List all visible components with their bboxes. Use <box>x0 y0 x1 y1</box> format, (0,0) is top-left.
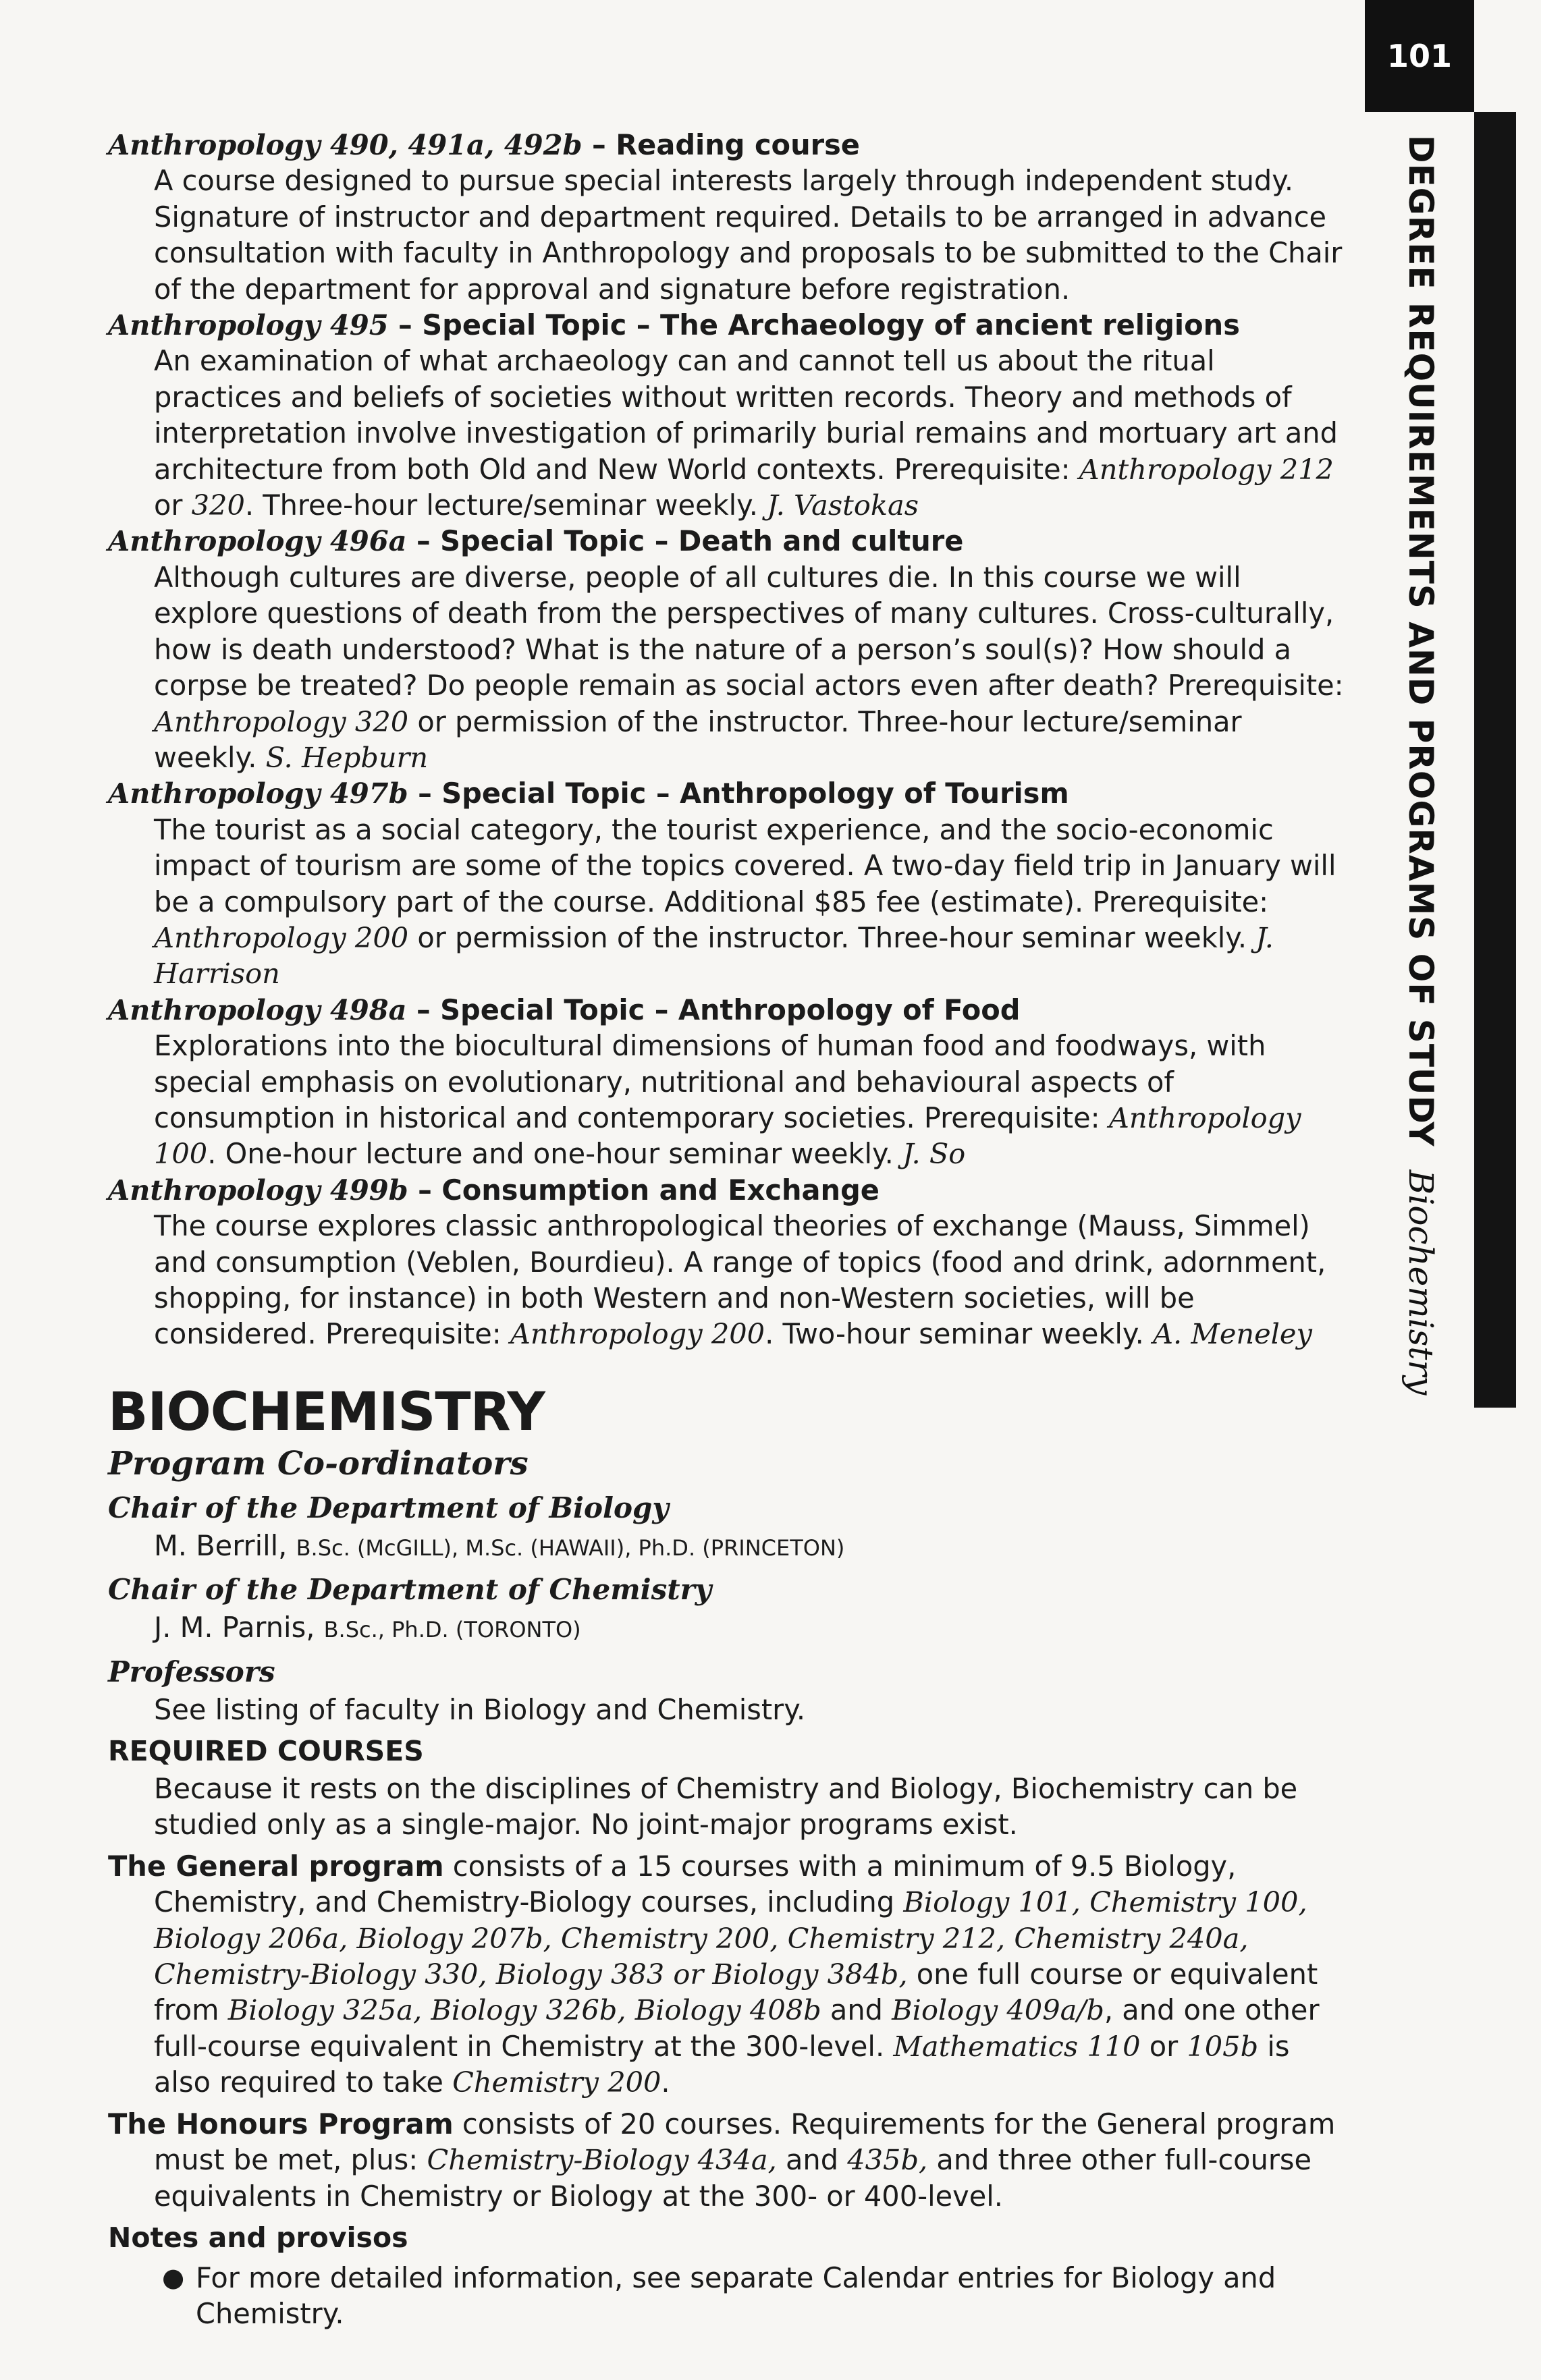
list-item <box>108 2260 1350 2332</box>
prerequisite: Anthropology 200 <box>154 920 409 954</box>
course-code: Anthropology 497b <box>108 777 408 810</box>
course-description: An examination of what archaeology can and cannot tell us about the ritual practices and beliefs of societies without written records. Theory and methods of interpretation involve investigation of primarily burial remains and mortuary art and architecture from both Old and New World contexts. Prerequisite: Anthropology 212 or 320. Three-hour lecture/seminar weekly. J. Vastokas <box>154 344 1338 522</box>
section-side-label <box>1401 135 1440 1395</box>
coordinators-heading: Program Co-ordinators <box>108 1444 529 1483</box>
prerequisite: Anthropology 320 <box>154 704 409 738</box>
instructor: J. So <box>902 1137 966 1171</box>
section-heading: BIOCHEMISTRY <box>108 1381 545 1443</box>
chair-name: J. M. Parnis, <box>154 1611 324 1644</box>
prerequisite: Anthropology 200 <box>510 1317 765 1351</box>
note-text: For more detailed information, see separate Calendar entries for Biology and Chemistry. <box>196 2261 1276 2331</box>
required-courses-heading: REQUIRED COURSES <box>108 1735 424 1768</box>
course-description: Although cultures are diverse, people of all cultures die. In this course we will explore questions of death from the perspectives of many cultures. Cross-culturally, how is death understood? What is the nature of a person’s soul(s)? How should a corpse be treated? Do people remain as social actors even after death? Prerequisite: Anthropology 320 or permission of the instructor. Three-hour lecture/seminar weekly. S. Hepburn <box>154 560 1344 774</box>
chemistry-chair-heading: Chair of the Department of Chemistry <box>108 1573 712 1607</box>
instructor: J. Vastokas <box>767 489 919 522</box>
instructor: S. Hepburn <box>265 740 429 774</box>
course-title: Consumption and Exchange <box>441 1173 880 1207</box>
notes-heading: Notes and provisos <box>108 2221 408 2254</box>
chemistry-chair <box>108 1609 1350 1648</box>
course-code: Anthropology 498a <box>108 993 407 1026</box>
professors-text: See listing of faculty in Biology and Chemistry. <box>154 1692 806 1726</box>
course-description: The tourist as a social category, the tourist experience, and the socio-economic impact of tourism are some of the topics covered. A two-day field trip in January will be a compulsory part of the course. Additional $85 fee (estimate). Prerequisite: Anthropology 200 or permission of the instructor. Three-hour seminar weekly. J. Harrison <box>154 812 1336 991</box>
course-description: Explorations into the biocultural dimensions of human food and foodways, with special emphasis on evolutionary, nutritional and behavioural aspects of consumption in historical and contemporary societies. Prerequisite: Anthropology 100. One-hour lecture and one-hour seminar weekly. J. So <box>154 1029 1301 1171</box>
page-number: 101 <box>1386 38 1453 74</box>
prerequisite: Anthropology 100 <box>154 1101 1301 1171</box>
section-title: DEGREE REQUIREMENTS AND PROGRAMS OF STUDY <box>1401 135 1440 1147</box>
course-title: Special Topic – Anthropology of Food <box>440 993 1021 1026</box>
course-code: Anthropology 499b <box>108 1173 408 1207</box>
biology-chair <box>108 1528 1350 1566</box>
course-description: A course designed to pursue special interests largely through independent study. Signature of instructor and department required. Details to be arranged in advance consultation with faculty in Anthropology and proposals to be submitted to the Chair of the department for approval and signature before registration. <box>154 164 1343 306</box>
course-title: Special Topic – Death and culture <box>440 524 964 558</box>
course-title: Special Topic – The Archaeology of ancient religions <box>422 308 1240 342</box>
prerequisite: Anthropology 212 <box>1079 452 1334 486</box>
course-code: Anthropology 496a <box>108 524 407 558</box>
course-entry: Anthropology 495 – Special Topic – The Archaeology of ancient religions An examination of what archaeology can and cannot tell us about the ritual practices and beliefs of societies without written records. Theory and methods of interpretation involve investigation of primarily burial remains and mortuary art and architecture from both Old and New World contexts. Prerequisite: Anthropology 212 or 320. Three-hour lecture/seminar weekly. J. Vastokas <box>108 307 1350 523</box>
course-entry: Anthropology 497b – Special Topic – Anthropology of Tourism The tourist as a social category, the tourist experience, and the socio-economic impact of tourism are some of the topics covered. A two-day field trip in January will be a compulsory part of the course. Additional $85 fee (estimate). Prerequisite: Anthropology 200 or permission of the instructor. Three-hour seminar weekly. J. Harrison <box>108 775 1350 991</box>
general-program: The General program consists of a 15 courses with a minimum of 9.5 Biology, Chemistry, and Chemistry-Biology courses, including Biology 101, Chemistry 100, Biology 206a, Biology 207b, Chemistry 200, Chemistry 212, Chemistry 240a, Chemistry-Biology 330, Biology 383 or Biology 384b, one full course or equivalent from Biology 325a, Biology 326b, Biology 408b and Biology 409a/b, and one other full-course equivalent in Chemistry at the 300-level. Mathematics 110 or 105b is also required to take Chemistry 200. <box>108 1849 1320 2099</box>
required-courses-text: Because it rests on the disciplines of Chemistry and Biology, Biochemistry can be studied only as a single-major. No joint-major programs exist. <box>154 1772 1298 1842</box>
section-side-bar <box>1474 112 1516 1408</box>
course-title: Special Topic – Anthropology of Tourism <box>441 777 1069 810</box>
page-content <box>108 127 1350 2332</box>
instructor: A. Meneley <box>1152 1317 1312 1351</box>
page-number-tab <box>1365 0 1474 112</box>
course-code: Anthropology 495 <box>108 308 389 342</box>
course-description: The course explores classic anthropological theories of exchange (Mauss, Simmel) and consumption (Veblen, Bourdieu). A range of topics (food and drink, adornment, shopping, for instance) in both Western and non-Western societies, will be considered. Prerequisite: Anthropology 200. Two-hour seminar weekly. A. Meneley <box>154 1209 1326 1351</box>
course-entry: Anthropology 498a – Special Topic – Anthropology of Food Explorations into the biocultural dimensions of human food and foodways, with special emphasis on evolutionary, nutritional and behavioural aspects of consumption in historical and contemporary societies. Prerequisite: Anthropology 100. One-hour lecture and one-hour seminar weekly. J. So <box>108 992 1350 1172</box>
instructor: J. Harrison <box>154 920 1274 991</box>
bullet-icon: ● <box>162 2262 185 2292</box>
professors-heading: Professors <box>108 1655 275 1688</box>
biology-chair-heading: Chair of the Department of Biology <box>108 1491 669 1524</box>
chair-degrees: B.Sc., Ph.D. (TORONTO) <box>323 1617 581 1643</box>
chair-name: M. Berrill, <box>154 1528 296 1562</box>
course-entry: Anthropology 499b – Consumption and Exchange The course explores classic anthropological theories of exchange (Mauss, Simmel) and consumption (Veblen, Bourdieu). A range of topics (food and drink, adornment, shopping, for instance) in both Western and non-Western societies, will be considered. Prerequisite: Anthropology 200. Two-hour seminar weekly. A. Meneley <box>108 1172 1350 1352</box>
course-entry: Anthropology 496a – Special Topic – Death and culture Although cultures are diverse, people of all cultures die. In this course we will explore questions of death from the perspectives of many cultures. Cross-culturally, how is death understood? What is the nature of a person’s soul(s)? How should a corpse be treated? Do people remain as social actors even after death? Prerequisite: Anthropology 320 or permission of the instructor. Three-hour lecture/seminar weekly. S. Hepburn <box>108 523 1350 775</box>
course-code: Anthropology 490, 491a, 492b <box>108 128 583 161</box>
section-subtitle: Biochemistry <box>1401 1169 1440 1395</box>
prerequisite: 320 <box>191 489 245 522</box>
course-entry: Anthropology 490, 491a, 492b – Reading course A course designed to pursue special interests largely through independent study. Signature of instructor and department required. Details to be arranged in advance consultation with faculty in Anthropology and proposals to be submitted to the Chair of the department for approval and signature before registration. <box>108 127 1350 307</box>
honours-program: The Honours Program consists of 20 courses. Requirements for the General program must be met, plus: Chemistry-Biology 434a, and 435b, and three other full-course equivalents in Chemistry or Biology at the 300- or 400-level. <box>108 2107 1336 2213</box>
chair-degrees: B.Sc. (McGILL), M.Sc. (HAWAII), Ph.D. (PRINCETON) <box>296 1534 845 1561</box>
course-title: Reading course <box>616 128 860 161</box>
